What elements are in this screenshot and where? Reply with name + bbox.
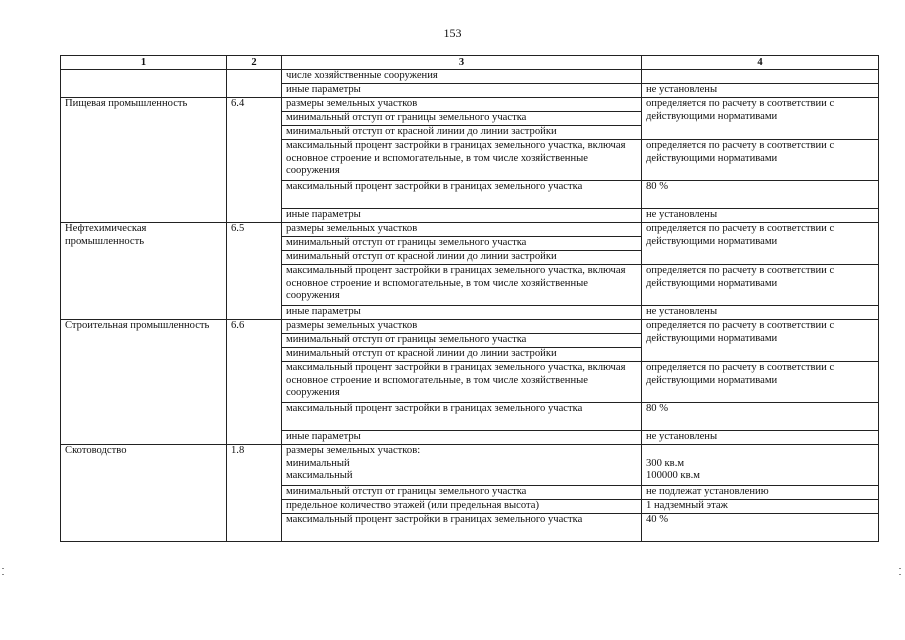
value-cell: не установлены [642, 431, 879, 445]
value-cell: не подлежат установлению [642, 486, 879, 500]
value-cell: определяется по расчету в соответствии с действующими нормативами [642, 265, 879, 306]
table-row [61, 445, 879, 486]
value-cell: не установлены [642, 209, 879, 223]
scan-edge-mark [899, 568, 901, 569]
parameter-cell: размеры земельных участков [282, 223, 642, 237]
value-cell: 40 % [642, 514, 879, 542]
parameter-cell: минимальный отступ от красной линии до линии застройки [282, 126, 642, 140]
code-cell: 1.8 [227, 445, 282, 542]
parameter-cell: максимальный процент застройки в границах земельного участка, включая основное строение и вспомогательные, в том числе хозяйственные сооружения [282, 362, 642, 403]
scan-edge-mark [2, 568, 4, 569]
table-row [61, 223, 879, 237]
parameter-cell: размеры земельных участков [282, 320, 642, 334]
value-line: 100000 кв.м [646, 470, 700, 482]
value-cell: 80 % [642, 181, 879, 209]
value-cell: не установлены [642, 306, 879, 320]
parameter-cell: минимальный отступ от границы земельного участка [282, 486, 642, 500]
parameter-cell: иные параметры [282, 431, 642, 445]
parameter-cell: иные параметры [282, 306, 642, 320]
parameter-cell: максимальный процент застройки в границах земельного участка, включая основное строение и вспомогательные, в том числе хозяйственные сооружения [282, 140, 642, 181]
value-cell: определяется по расчету в соответствии с действующими нормативами [642, 320, 879, 362]
parameter-cell [282, 445, 642, 486]
activity-cell: Пищевая промышленность [61, 98, 227, 223]
table-row [61, 320, 879, 334]
parameter-cell: иные параметры [282, 209, 642, 223]
activity-cell: Нефтехимическая промышленность [61, 223, 227, 320]
code-cell: 6.6 [227, 320, 282, 445]
table-row [61, 98, 879, 112]
scan-edge-mark [2, 574, 4, 575]
value-line [646, 445, 874, 458]
parameter-cell: минимальный отступ от границы земельного участка [282, 334, 642, 348]
code-cell: 6.5 [227, 223, 282, 320]
land-use-parameters-table [60, 55, 879, 542]
code-cell: 6.4 [227, 98, 282, 223]
table-row [61, 70, 879, 84]
activity-cell: Строительная промышленность [61, 320, 227, 445]
table-header-row [61, 56, 879, 70]
header-col-4: 4 [642, 56, 879, 70]
value-cell: определяется по расчету в соответствии с действующими нормативами [642, 223, 879, 265]
code-cell [227, 70, 282, 98]
parameter-cell: максимальный процент застройки в границах земельного участка [282, 403, 642, 431]
parameter-line: максимальный [286, 470, 353, 482]
parameter-line: минимальный [286, 457, 350, 469]
value-cell: не установлены [642, 84, 879, 98]
value-cell: 80 % [642, 403, 879, 431]
parameter-cell: числе хозяйственные сооружения [282, 70, 642, 84]
scan-edge-mark [899, 574, 901, 575]
value-cell [642, 70, 879, 84]
value-cell [642, 445, 879, 486]
value-cell: 1 надземный этаж [642, 500, 879, 514]
parameter-cell: минимальный отступ от красной линии до линии застройки [282, 251, 642, 265]
activity-cell: Скотоводство [61, 445, 227, 542]
value-cell: определяется по расчету в соответствии с действующими нормативами [642, 98, 879, 140]
value-cell: определяется по расчету в соответствии с действующими нормативами [642, 362, 879, 403]
page-number: 153 [443, 26, 462, 40]
parameter-cell: минимальный отступ от красной линии до линии застройки [282, 348, 642, 362]
parameter-cell: размеры земельных участков [282, 98, 642, 112]
parameter-cell: иные параметры [282, 84, 642, 98]
header-col-3: 3 [282, 56, 642, 70]
header-col-2: 2 [227, 56, 282, 70]
parameter-cell: предельное количество этажей (или предельная высота) [282, 500, 642, 514]
activity-cell [61, 70, 227, 98]
parameter-cell: минимальный отступ от границы земельного участка [282, 112, 642, 126]
value-cell: определяется по расчету в соответствии с действующими нормативами [642, 140, 879, 181]
parameter-line: размеры земельных участков: [286, 445, 421, 456]
parameter-cell: максимальный процент застройки в границах земельного участка, включая основное строение и вспомогательные, в том числе хозяйственные сооружения [282, 265, 642, 306]
parameter-cell: максимальный процент застройки в границах земельного участка [282, 181, 642, 209]
parameter-cell: максимальный процент застройки в границах земельного участка [282, 514, 642, 542]
header-col-1: 1 [61, 56, 227, 70]
parameter-cell: минимальный отступ от границы земельного участка [282, 237, 642, 251]
value-line: 300 кв.м [646, 457, 685, 469]
